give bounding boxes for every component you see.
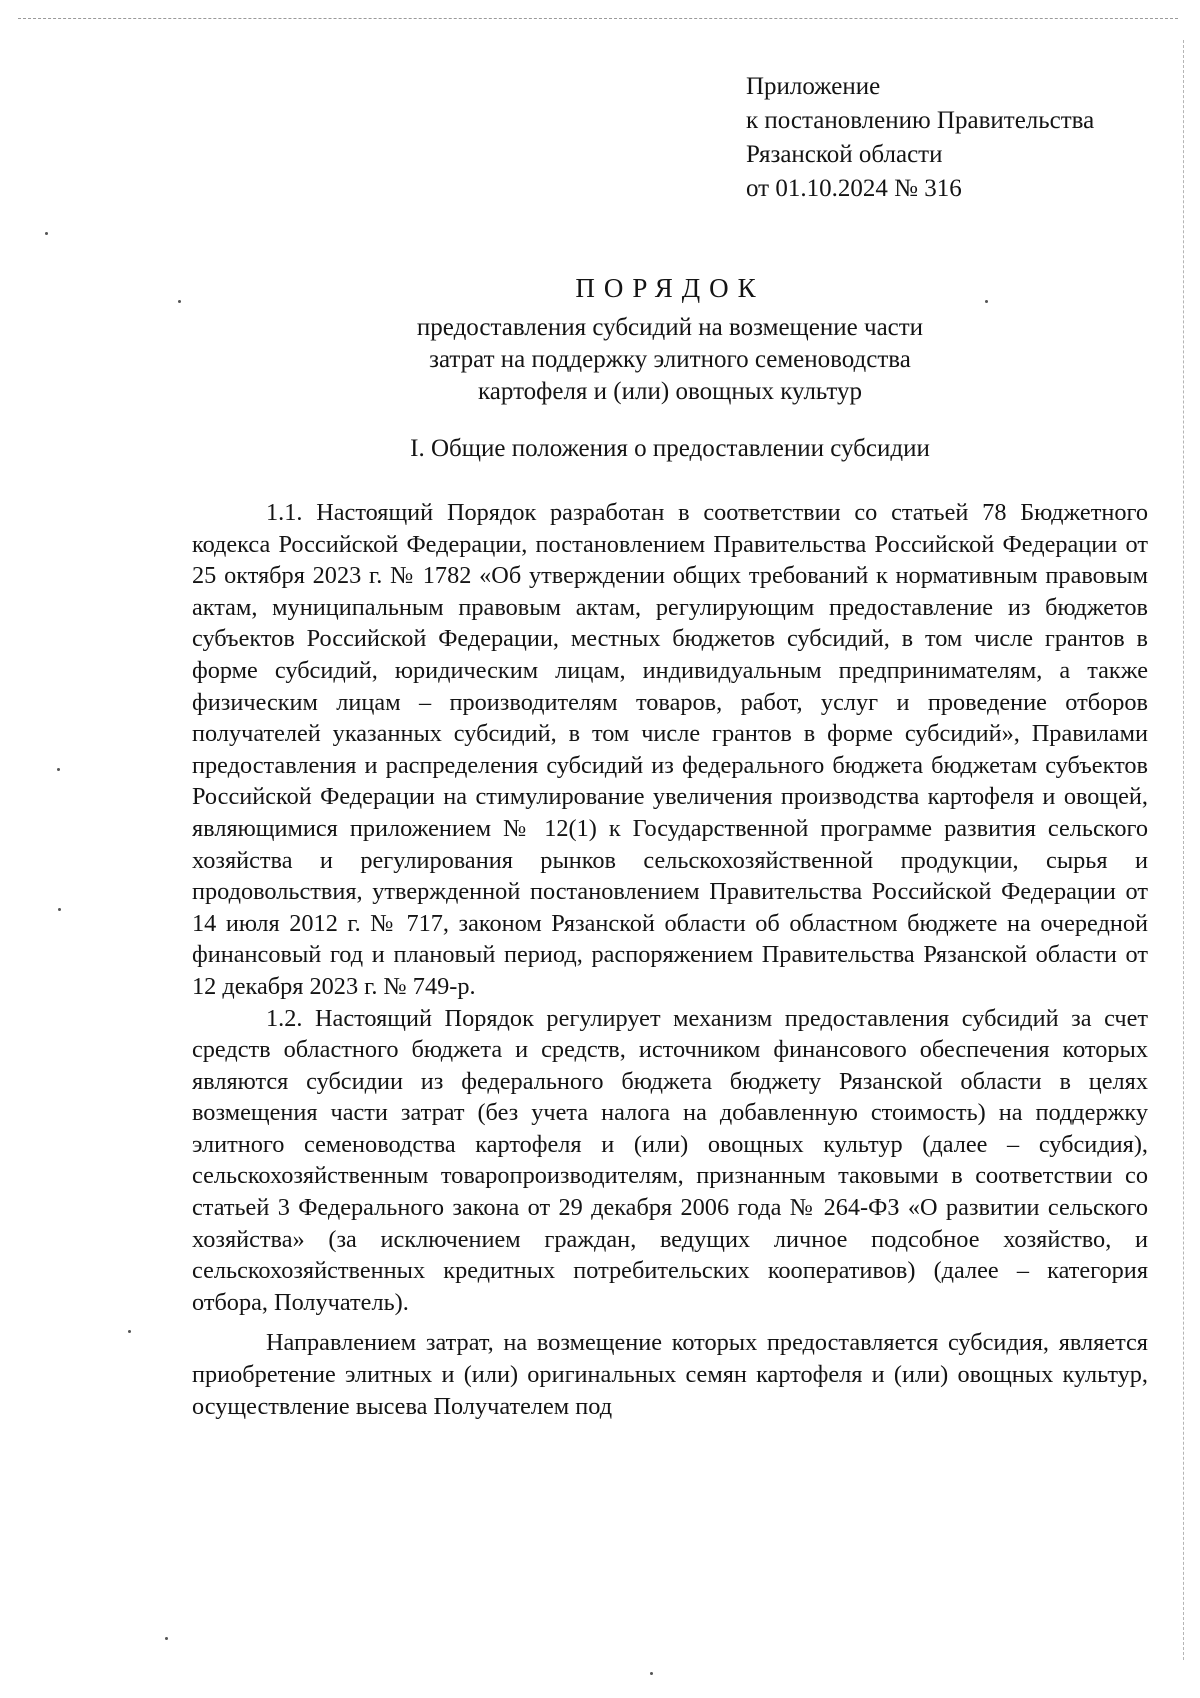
section-heading: I. Общие положения о предоставлении субсидии xyxy=(410,435,930,462)
appendix-line-4: от 01.10.2024 № 316 xyxy=(746,175,962,202)
subtitle-line-2: затрат на поддержку элитного семеноводства xyxy=(429,346,911,373)
document-title: ПОРЯДОК xyxy=(575,273,765,303)
scan-speck xyxy=(178,300,181,303)
document-body xyxy=(192,497,1148,1422)
scan-artifact-top-line xyxy=(18,18,1178,19)
scan-artifact-right-line xyxy=(1183,40,1184,1660)
document-heading xyxy=(190,270,1150,408)
appendix-line-2: к постановлению Правительства xyxy=(746,107,1095,134)
appendix-note xyxy=(746,70,1176,206)
paragraph-1-1: 1.1. Настоящий Порядок разработан в соответствии со статьей 78 Бюджетного кодекса Российской Федерации, постановлением Правительства Российской Федерации от 25 октября 2023 г. № 1782 «Об утверждении общих требований к нормативным правовым актам, муниципальным правовым актам, регулирующим предоставление из бюджетов субъектов Российской Федерации, местных бюджетов субсидий, в том числе грантов в форме субсидий, юридическим лицам, индивидуальным предпринимателям, а также физическим лицам – производителям товаров, работ, услуг и проведение отборов получателей указанных субсидий, в том числе грантов в форме субсидий», Правилами предоставления и распределения субсидий из федерального бюджета бюджетам субъектов Российской Федерации на стимулирование увеличения производства картофеля и овощей, являющимися приложением № 12(1) к Государственной программе развития сельского хозяйства и регулирования рынков сельскохозяйственной продукции, сырья и продовольствия, утвержденной постановлением Правительства Российской Федерации от 14 июля 2012 г. № 717, законом Рязанской области об областном бюджете на очередной финансовый год и плановый период, распоряжением Правительства Рязанской области от 12 декабря 2023 г. № 749-р. xyxy=(192,499,1148,1000)
scan-speck xyxy=(165,1637,168,1640)
scan-speck xyxy=(57,768,60,771)
scan-speck xyxy=(45,232,48,235)
scan-speck xyxy=(650,1672,653,1675)
scan-speck xyxy=(58,908,61,911)
subtitle-line-3: картофеля и (или) овощных культур xyxy=(478,378,862,405)
appendix-line-1: Приложение xyxy=(746,73,881,100)
paragraph-1-2: 1.2. Настоящий Порядок регулирует механизм предоставления субсидий за счет средств областного бюджета и средств, источником финансового обеспечения которых являются субсидии из федерального бюджета бюджету Рязанской области в целях возмещения части затрат (без учета налога на добавленную стоимость) на поддержку элитного семеноводства картофеля и (или) овощных культур (далее – субсидия), сельскохозяйственным товаропроизводителям, признанным таковыми в соответствии со статьей 3 Федерального закона от 29 декабря 2006 года № 264-ФЗ «О развитии сельского хозяйства» (за исключением граждан, ведущих личное подсобное хозяйство, и сельскохозяйственных кредитных потребительских кооперативов) (далее – категория отбора, Получатель). xyxy=(192,1004,1148,1316)
subtitle-line-1: предоставления субсидий на возмещение части xyxy=(416,314,924,341)
appendix-line-3: Рязанской области xyxy=(746,141,943,168)
document-subtitle xyxy=(190,312,1150,408)
paragraph-directions: Направлением затрат, на возмещение которых предоставляется субсидия, является приобретение элитных и (или) оригинальных семян картофеля и (или) овощных культур, осуществление высева Получателем под xyxy=(192,1329,1148,1420)
scan-speck xyxy=(128,1330,131,1333)
